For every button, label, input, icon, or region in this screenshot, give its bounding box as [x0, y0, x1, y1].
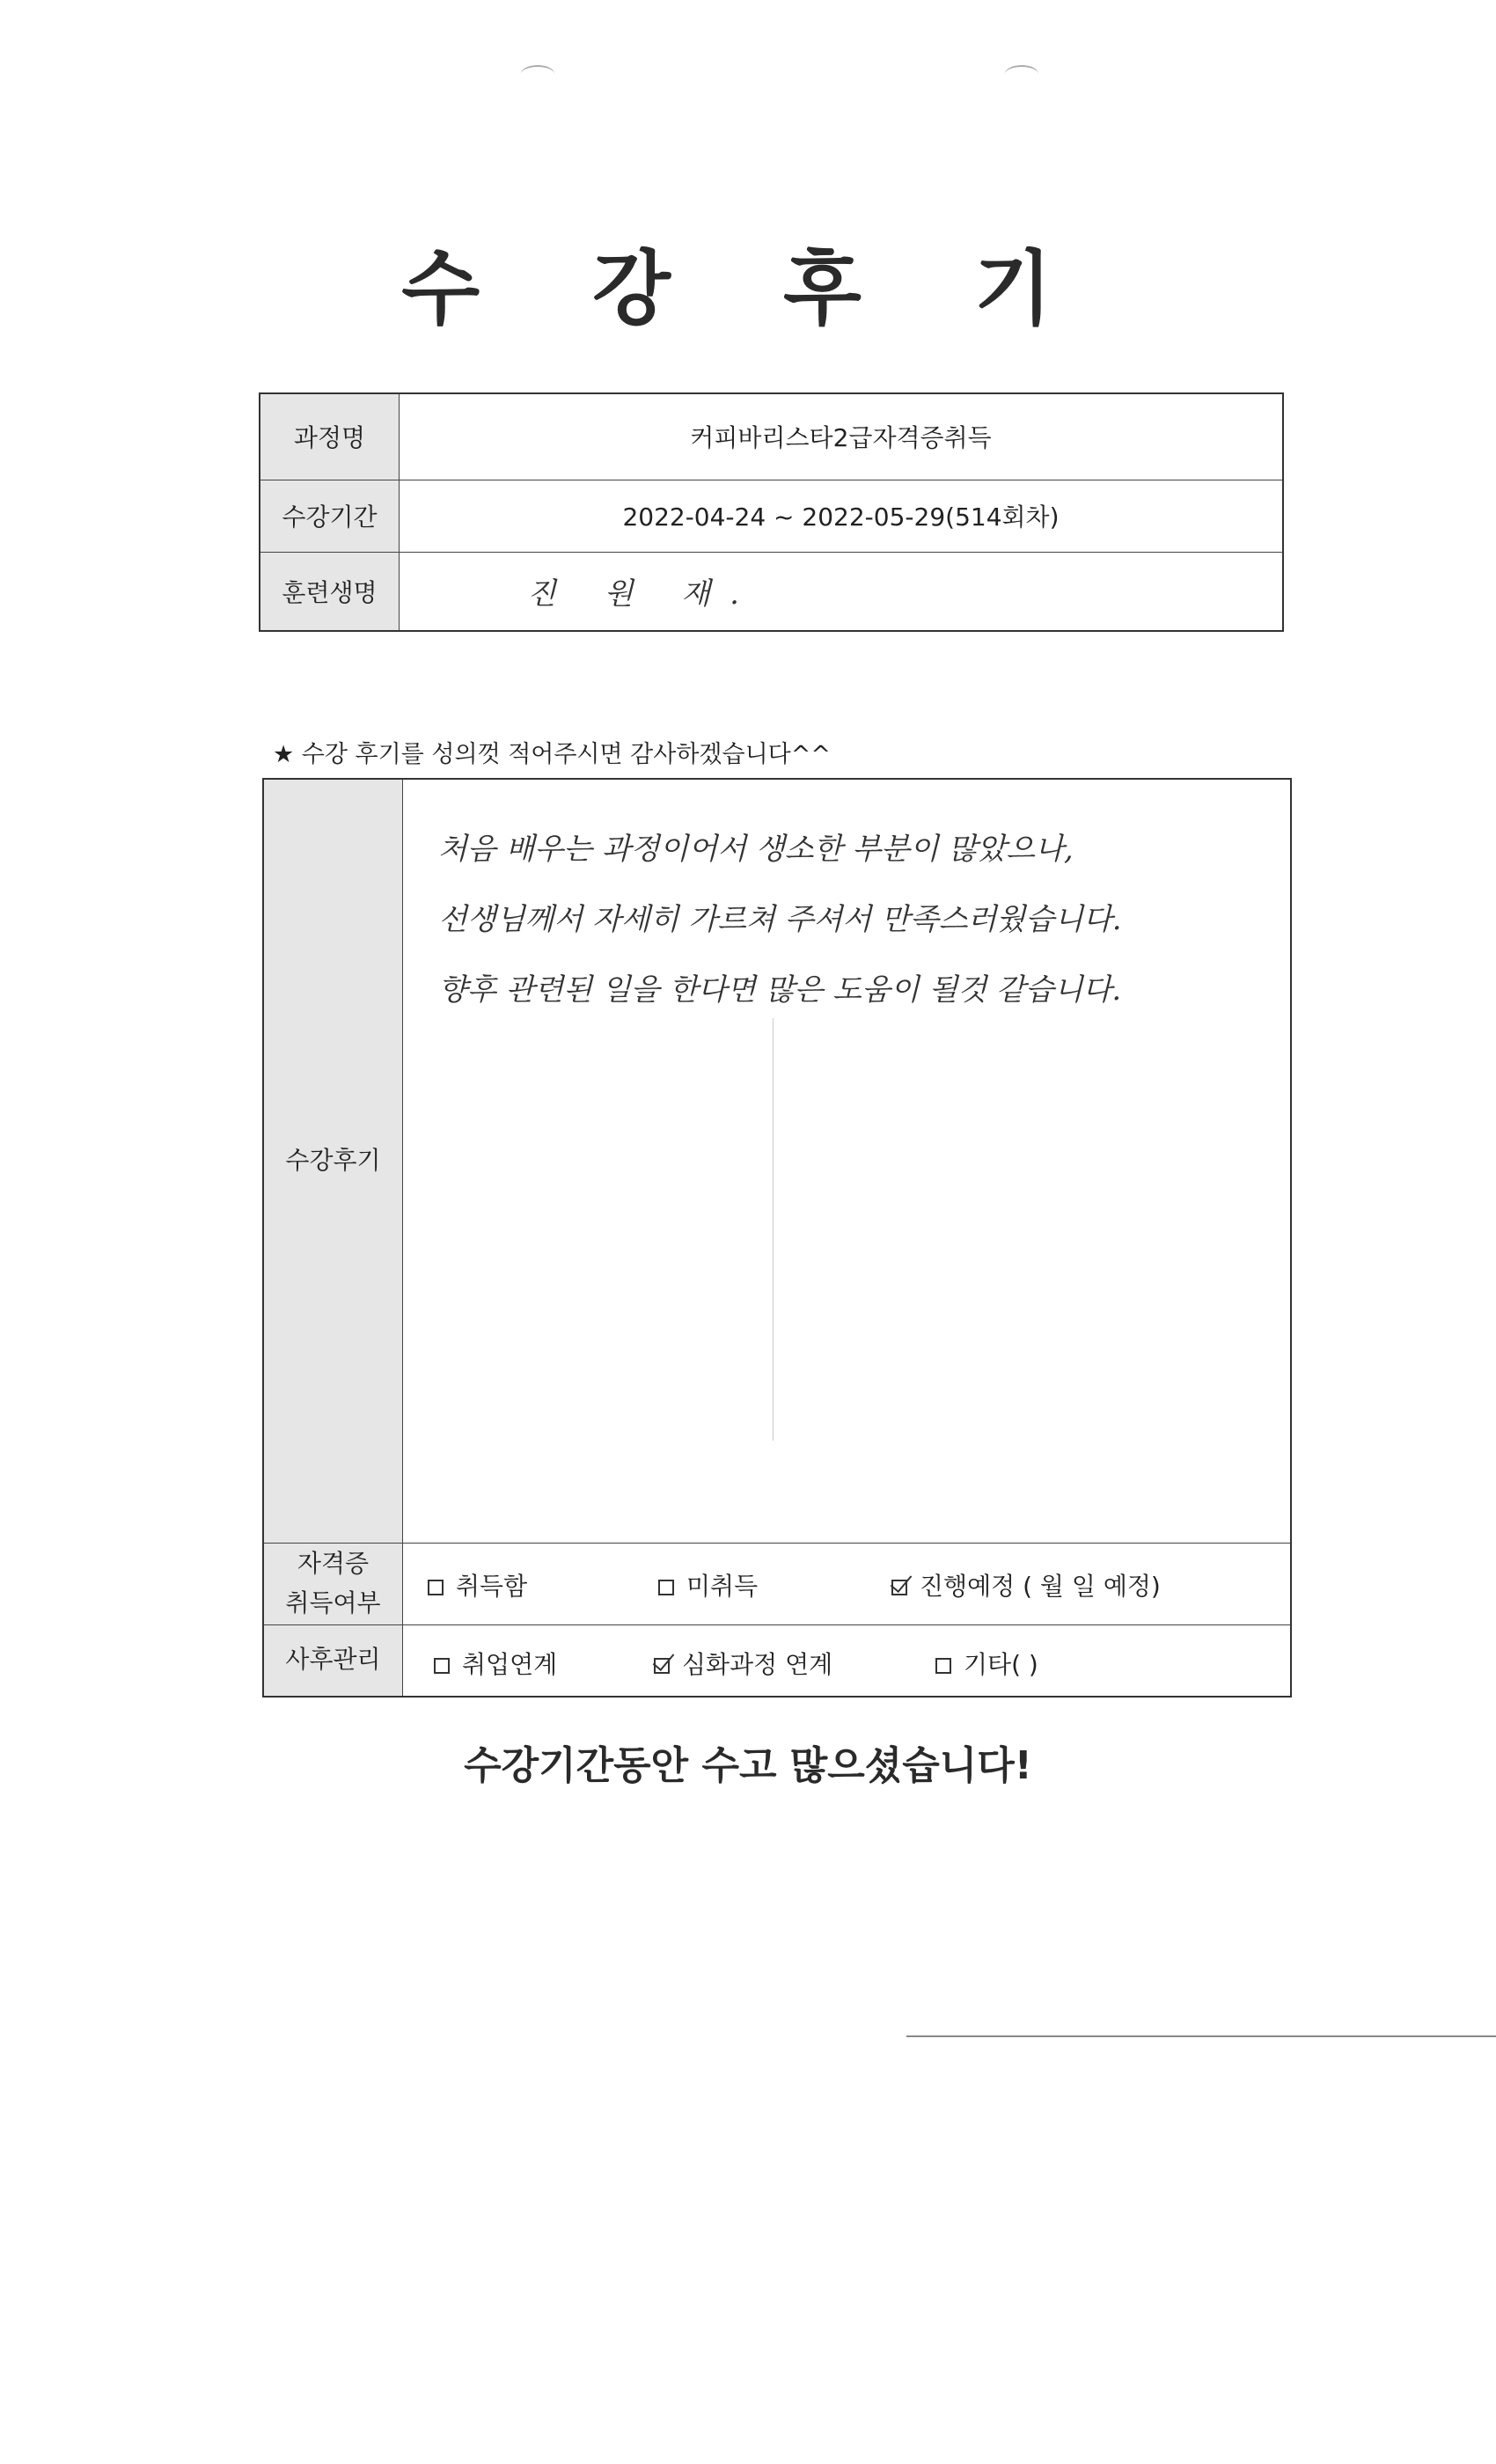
certificate-options	[403, 1548, 1290, 1620]
followup-row	[263, 1624, 1291, 1697]
review-table	[262, 778, 1292, 1698]
review-line-3: 향후 관련된 일을 한다면 많은 도움이 될것 같습니다.	[438, 972, 1122, 1008]
not-acquired-checkbox[interactable]	[658, 1580, 674, 1595]
option-not-acquired[interactable]	[658, 1567, 758, 1602]
followup-options	[403, 1626, 1290, 1695]
job-checkbox[interactable]	[434, 1658, 450, 1674]
not-acquired-label: 미취득	[686, 1571, 759, 1601]
certificate-label	[263, 1544, 403, 1625]
review-notice: ★ 수강 후기를 성의껏 적어주시면 감사하겠습니다^^	[273, 741, 832, 768]
certificate-row	[263, 1544, 1291, 1625]
scan-fold-line	[773, 1018, 774, 1441]
closing-message: 수강기간동안 수고 많으셨습니다!	[464, 1743, 1032, 1788]
trainee-row	[260, 552, 1283, 631]
review-content-cell	[403, 779, 1292, 1544]
acquired-checkbox[interactable]	[428, 1580, 444, 1595]
period-value: 2022-04-24 ~ 2022-05-29(514회차)	[400, 480, 1284, 552]
punch-hole-right	[1005, 65, 1038, 83]
followup-label: 사후관리	[263, 1624, 403, 1697]
option-job[interactable]	[434, 1646, 557, 1681]
blank-scan-area	[0, 2037, 1496, 2464]
option-planned[interactable]	[891, 1567, 1161, 1602]
review-label: 수강후기	[263, 779, 403, 1544]
option-advanced[interactable]	[654, 1646, 832, 1681]
course-info-table	[259, 392, 1284, 632]
other-label: 기타( )	[964, 1649, 1038, 1679]
planned-label: 진행예정 ( 월 일 예정)	[920, 1571, 1161, 1601]
punch-hole-left	[521, 65, 554, 83]
option-acquired[interactable]	[428, 1567, 527, 1602]
certificate-options-cell	[403, 1544, 1292, 1625]
planned-checkbox[interactable]	[891, 1580, 907, 1595]
option-other[interactable]	[935, 1646, 1038, 1681]
course-label: 과정명	[260, 393, 400, 480]
review-box	[403, 781, 1290, 1542]
job-label: 취업연계	[462, 1649, 558, 1679]
course-value: 커피바리스타2급자격증취득	[400, 393, 1284, 480]
period-label: 수강기간	[260, 480, 400, 552]
period-row	[260, 480, 1283, 552]
advanced-checkbox[interactable]	[654, 1658, 670, 1674]
course-row	[260, 393, 1283, 480]
certificate-label-line1: 자격증	[297, 1549, 370, 1578]
followup-options-cell	[403, 1624, 1292, 1697]
trainee-label: 훈련생명	[260, 552, 400, 631]
advanced-label: 심화과정 연계	[682, 1649, 833, 1679]
other-checkbox[interactable]	[935, 1658, 951, 1674]
page-title: 수 강 후 기	[401, 242, 1095, 336]
trainee-name-handwritten: 진 원 재.	[527, 576, 759, 612]
review-line-1: 처음 배우는 과정이어서 생소한 부분이 많았으나,	[438, 832, 1074, 867]
review-line-2: 선생님께서 자세히 가르쳐 주셔서 만족스러웠습니다.	[438, 902, 1122, 937]
acquired-label: 취득함	[456, 1571, 528, 1601]
certificate-label-line2: 취득여부	[285, 1588, 381, 1617]
trainee-value-cell	[400, 552, 1284, 631]
review-row	[263, 779, 1291, 1544]
